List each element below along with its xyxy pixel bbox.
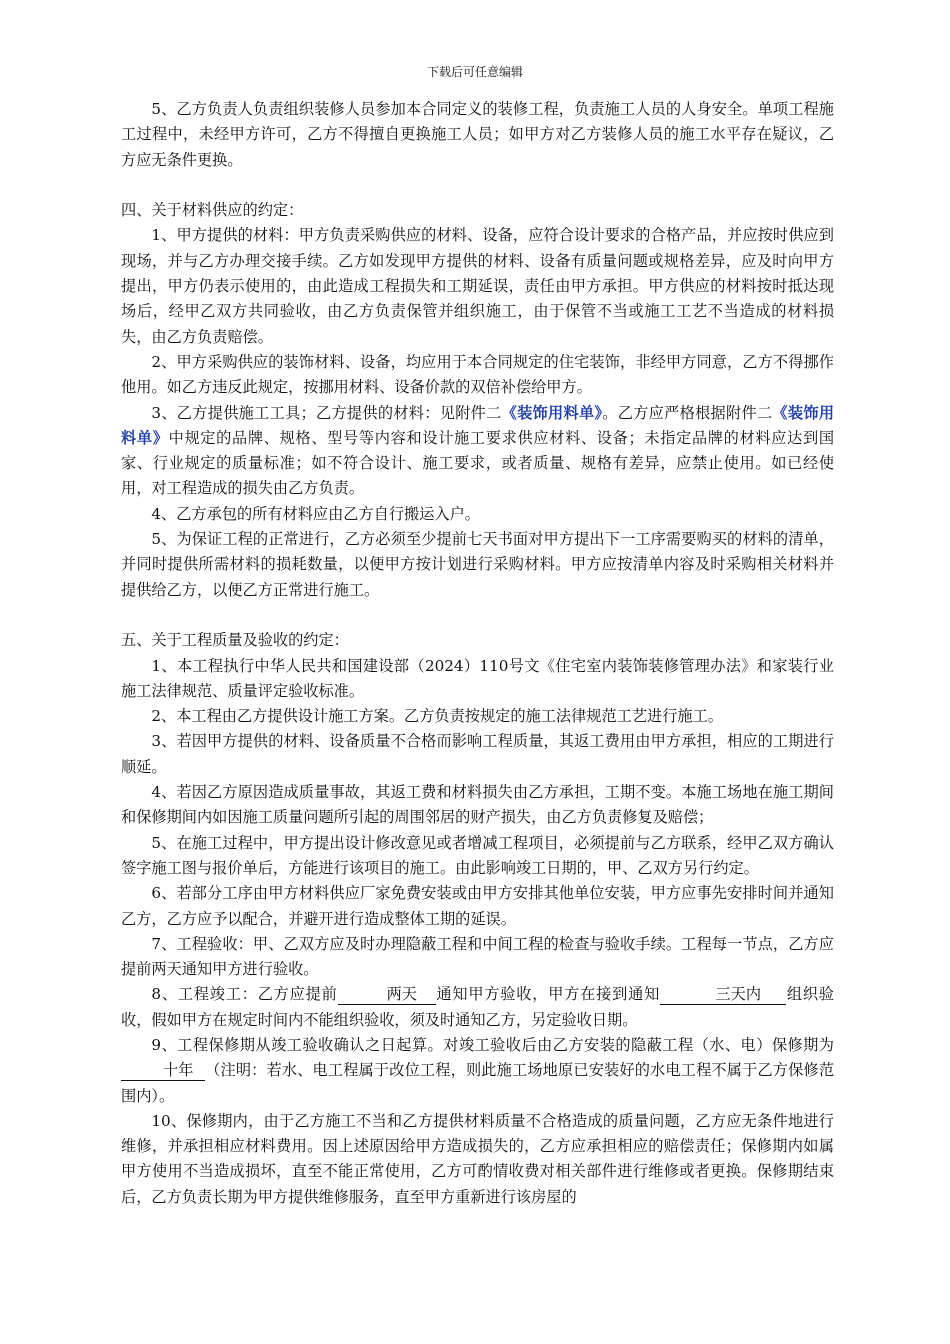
clause-5-8-text-c: 组织验收，假如甲方在规定时间内不能组织验收，须及时通知乙方，另定验收日期。 [121, 985, 834, 1029]
page-header: 下载后可任意编辑 [426, 65, 523, 79]
acceptance-days-blank: 三天内 [660, 984, 786, 1005]
clause-5-5: 5、在施工过程中，甲方提出设计修改意见或者增减工程项目，必须提前与乙方联系，经甲乙双方确认签字施工图与报价单后，方能进行该项目的施工。由此影响竣工日期的，甲、乙双方另行约定。 [121, 833, 834, 877]
clause-4-3-text-c: 中规定的品牌、规格、型号等内容和设计施工要求供应材料、设备；未指定品牌的材料应达到国家、行业规定的质量标准；如不符合设计、施工要求，或者质量、规格有差异，应禁止使用。如已经使用，对工程造成的损失由乙方负责。 [121, 428, 834, 498]
document-body [121, 97, 834, 1210]
section-5-title: 五、关于工程质量及验收的约定： [121, 631, 349, 650]
clause-4-3 [121, 401, 834, 502]
clause-4-2: 2、甲方采购供应的装饰材料、设备，均应用于本合同规定的住宅装饰，非经甲方同意，乙方不得挪作他用。如乙方违反此规定，按挪用材料、设备价款的双倍补偿给甲方。 [121, 352, 834, 397]
clause-5-9-text-a: 9、工程保修期从竣工验收确认之日起算。对竣工验收后由乙方安装的隐蔽工程（水、电）保修期为 [151, 1035, 834, 1054]
warranty-period-blank: 十年 [121, 1060, 205, 1081]
clause-4-3-text-b: 。乙方应严格根据附件二 [602, 403, 773, 422]
clause-5-9 [121, 1033, 834, 1109]
clause-5-4: 4、若因乙方原因造成质量事故，其返工费和材料损失由乙方承担，工期不变。本施工场地在施工期间和保修期间内如因施工质量问题所引起的周围邻居的财产损失，由乙方负责修复及赔偿； [121, 783, 834, 827]
section-4-title: 四、关于材料供应的约定： [121, 201, 304, 220]
clause-5-8 [121, 982, 834, 1033]
clause-5-7: 7、工程验收：甲、乙双方应及时办理隐蔽工程和中间工程的检查与验收手续。工程每一节点，乙方应提前两天通知甲方进行验收。 [121, 934, 834, 979]
notice-days-blank: 两天 [338, 984, 436, 1005]
clause-4-3-text-a: 3、乙方提供施工工具；乙方提供的材料：见附件二 [151, 403, 502, 422]
clause-5-8-text-b: 通知甲方验收，甲方在接到通知 [435, 985, 661, 1004]
clause-5-1: 1、本工程执行中华人民共和国建设部（2024）110号文《住宅室内装饰装修管理办法》和家装行业施工法律规范、质量评定验收标准。 [121, 656, 834, 700]
clause-5-10: 10、保修期内，由于乙方施工不当和乙方提供材料质量不合格造成的质量问题，乙方应无条件地进行维修，并承担相应材料费用。因上述原因给甲方造成损失的，乙方应承担相应的赔偿责任；保修期内如属甲方使用不当造成损坏，直至不能正常使用，乙方可酌情收费对相关部件进行维修或者更换。保修期结束后，乙方负责长期为甲方提供维修服务，直至甲方重新进行该房屋的 [121, 1111, 834, 1206]
clause-5-8-text-a: 8、工程竣工：乙方应提前 [151, 985, 338, 1004]
clause-4-1: 1、甲方提供的材料：甲方负责采购供应的材料、设备，应符合设计要求的合格产品，并应按时供应到现场，并与乙方办理交接手续。乙方如发现甲方提供的材料、设备有质量问题或规格差异，应及时向甲方提出，甲方仍表示使用的，由此造成工程损失和工期延误，责任由甲方承担。甲方供应的材料按时抵达现场后，经甲乙双方共同验收，由乙方负责保管并组织施工，由于保管不当或施工工艺不当造成的材料损失，由乙方负责赔偿。 [121, 226, 834, 346]
clause-3-5: 5、乙方负责人负责组织装修人员参加本合同定义的装修工程，负责施工人员的人身安全。单项工程施工过程中，未经甲方许可，乙方不得擅自更换施工人员；如甲方对乙方装修人员的施工水平存在疑议，乙方应无条件更换。 [121, 100, 834, 169]
clause-4-4: 4、乙方承包的所有材料应由乙方自行搬运入户。 [151, 504, 480, 523]
clause-5-9-text-b: （注明：若水、电工程属于改位工程，则此施工场地原已安装好的水电工程不属于乙方保修范围内）。 [121, 1061, 834, 1105]
clause-4-5: 5、为保证工程的正常进行，乙方必须至少提前七天书面对甲方提出下一工序需要购买的材料的清单，并同时提供所需材料的损耗数量，以便甲方按计划进行采购材料。甲方应按清单内容及时采购相关材料并提供给乙方，以便乙方正常进行施工。 [121, 530, 834, 599]
clause-5-3: 3、若因甲方提供的材料、设备质量不合格而影响工程质量，其返工费用由甲方承担，相应的工期进行顺延。 [121, 732, 834, 776]
clause-5-2: 2、本工程由乙方提供设计施工方案。乙方负责按规定的施工法律规范工艺进行施工。 [151, 707, 723, 726]
clause-5-6: 6、若部分工序由甲方材料供应厂家免费安装或由甲方安排其他单位安装，甲方应事先安排时间并通知乙方，乙方应予以配合，并避开进行造成整体工期的延误。 [121, 884, 834, 928]
decoration-materials-list-link-1[interactable]: 《装饰用料单》 [501, 403, 603, 422]
decoration-materials-list-link-2[interactable]: 《装饰用料单》 [121, 403, 835, 447]
